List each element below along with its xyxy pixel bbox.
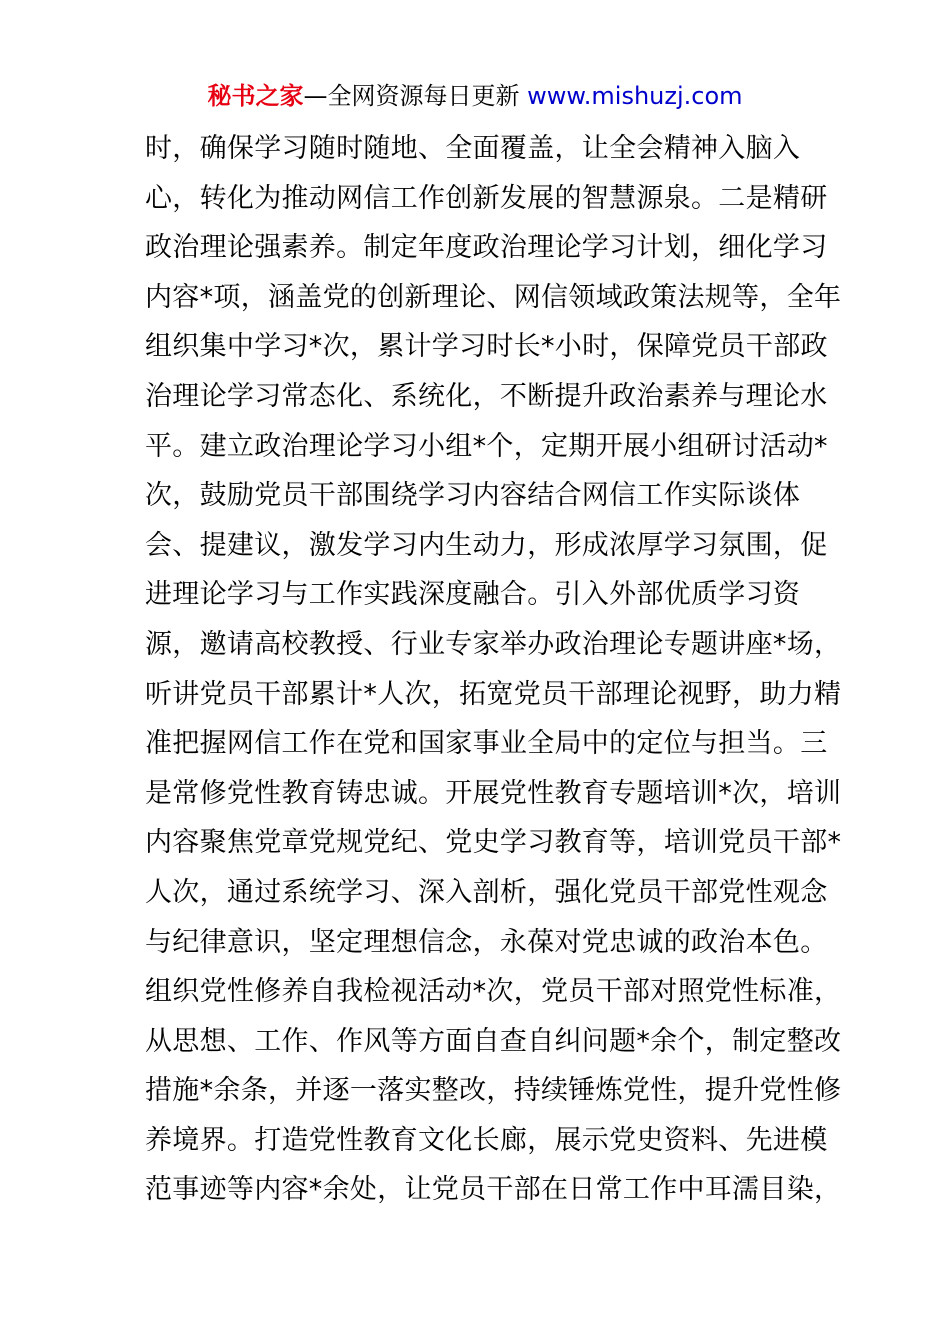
text-line: 听讲党员干部累计*人次，拓宽党员干部理论视野，助力精: [145, 678, 842, 710]
text-line: 次，鼓励党员干部围绕学习内容结合网信工作实际谈体: [145, 480, 801, 512]
text-line: 治理论学习常态化、系统化，不断提升政治素养与理论水: [145, 380, 828, 412]
page-header: [0, 80, 950, 112]
website-link[interactable]: www.mishuzj.com: [527, 82, 743, 110]
text-line: 从思想、工作、作风等方面自查自纠问题*余个，制定整改: [145, 1025, 842, 1057]
brand-name: 秘书之家: [207, 82, 304, 110]
header-tagline: —全网资源每日更新: [303, 82, 520, 110]
text-line: 组织集中学习*次，累计学习时长*小时，保障党员干部政: [145, 331, 828, 363]
text-line: 内容*项，涵盖党的创新理论、网信领域政策法规等，全年: [145, 281, 842, 313]
text-line: 与纪律意识，坚定理想信念，永葆对党忠诚的政治本色。: [145, 926, 828, 958]
text-line: 范事迹等内容*余处，让党员干部在日常工作中耳濡目染，: [145, 1174, 842, 1206]
document-body: [145, 124, 842, 1215]
text-line: 是常修党性教育铸忠诚。开展党性教育专题培训*次，培训: [145, 777, 842, 809]
text-line: 养境界。打造党性教育文化长廊，展示党史资料、先进模: [145, 1124, 828, 1156]
text-line: 平。建立政治理论学习小组*个，定期开展小组研讨活动*: [145, 430, 828, 462]
text-line: 内容聚焦党章党规党纪、党史学习教育等，培训党员干部*: [145, 827, 842, 859]
text-line: 时，确保学习随时随地、全面覆盖，让全会精神入脑入: [145, 133, 801, 164]
text-line: 源，邀请高校教授、行业专家举办政治理论专题讲座*场，: [145, 628, 842, 660]
text-line: 组织党性修养自我检视活动*次，党员干部对照党性标准，: [145, 976, 842, 1008]
text-line: 心，转化为推动网信工作创新发展的智慧源泉。二是精研: [145, 182, 828, 214]
text-line: 会、提建议，激发学习内生动力，形成浓厚学习氛围，促: [145, 529, 828, 561]
text-line: 人次，通过系统学习、深入剖析，强化党员干部党性观念: [145, 876, 828, 908]
text-line: 措施*余条，并逐一落实整改，持续锤炼党性，提升党性修: [145, 1075, 842, 1107]
text-line: 准把握网信工作在党和国家事业全局中的定位与担当。三: [145, 728, 828, 760]
text-line: 进理论学习与工作实践深度融合。引入外部优质学习资: [145, 579, 801, 611]
text-line: 政治理论强素养。制定年度政治理论学习计划，细化学习: [145, 232, 828, 264]
